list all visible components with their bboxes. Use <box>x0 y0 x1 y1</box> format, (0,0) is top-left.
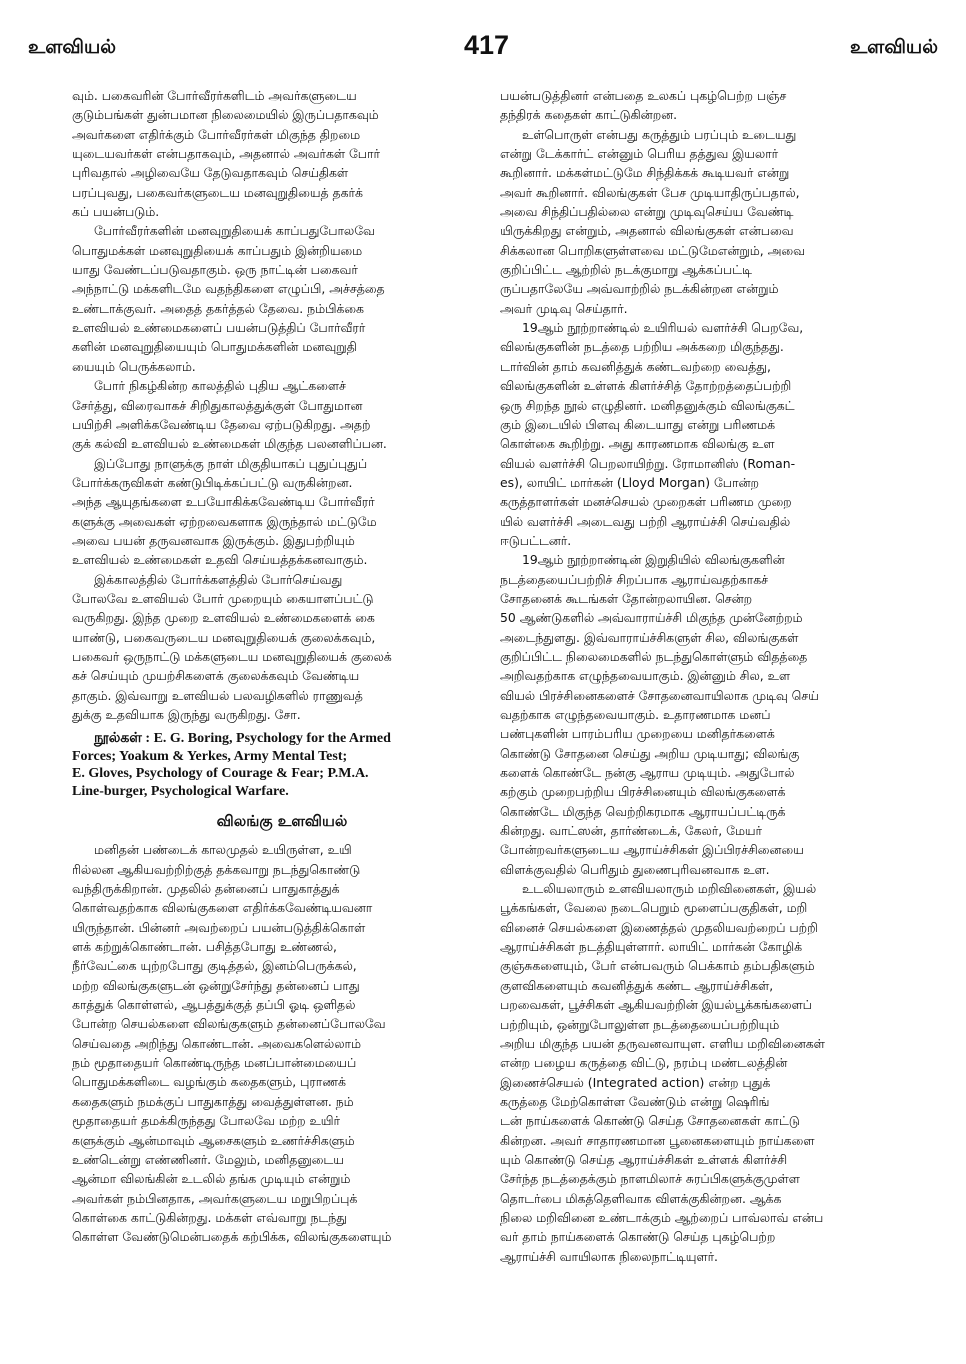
text-line: யையும் பெருக்கலாம். <box>72 358 196 374</box>
text-line: வதற்காக எழுந்தவையாகும். உதாரணமாக மனப் <box>500 707 771 722</box>
text-line: கின்றன. அவர் சாதாரணமான பூனைகளையும் நாய்களை <box>500 1132 815 1148</box>
text-line: சேர்த்து, விரைவாகச் சிறிதுகாலத்துக்குள் போதுமான <box>72 397 363 413</box>
text-line: கொண்டு சோதனை செய்து அறிய முடியாது; விலங்கு <box>500 745 800 761</box>
text-line: கும் இடையில் பிளவு கிடையாது என்று பரிணமக் <box>500 416 776 432</box>
text-line: யாண்டு, பகைவருடைய மனவுறுதியைக் குலைக்கவும், <box>72 629 376 645</box>
text-line: அவை பயன் தருவனவாக இருக்கும். இதுபற்றியும் <box>72 532 355 548</box>
text-line: யும் கொண்டு செய்த ஆராய்ச்சிகள் உள்ளக் கிளர்ச்சி <box>500 1151 788 1167</box>
text-line: 19ஆம் நூற்றாண்டில் உயிரியல் வளர்ச்சி பெறவே, <box>522 320 804 336</box>
text-line: கொண்டே மிகுந்த வெற்றிகரமாக ஆராயப்பட்டிருக் <box>500 803 786 819</box>
text-line: துக்கு உதவியாக இருந்து வருகிறது. சோ. <box>72 707 301 722</box>
text-line: மூதாதையர் தமக்கிருந்தது போலவே மற்ற உயிர் <box>72 1113 340 1129</box>
text-line: அறிவதற்காக எழுந்தவையாகும். இன்னும் சில, உள <box>500 668 791 684</box>
text-line: அவர் கூறினார். விலங்குகள் பேச முடியாதிருப்பதால், <box>500 184 800 200</box>
text-line: கூறினார். மக்கள்மட்டுமே சிந்திக்கக் கூடியவர் என்று <box>500 165 790 181</box>
text-line: உடலியலாரும் உளவியலாரும் மறிவினைகள், இயல் <box>522 881 817 897</box>
text-line: வருகிறது. இந்த முறை உளவியல் உண்மைகளைக் கை <box>72 610 375 626</box>
text-line: கருத்தை மேற்கொள்ள வேண்டும் என்று ஷெரிங் <box>500 1093 770 1109</box>
text-line: சேர்ந்த நடத்தைக்கும் நாளமிலாச் சுரப்பிகளுக்குமுள்ள <box>500 1171 800 1187</box>
text-line: யிருந்தான். பின்னர் அவற்றைப் பயன்படுத்திக்கொள் <box>72 919 366 935</box>
text-line: உண்டாக்குவர். அதைத் தகர்த்தல் தேவை. நம்பிக்கை <box>72 300 364 316</box>
text-line: வினைச் செயல்களை இணைத்தல் முதலியவற்றைப் பற்றி <box>500 919 818 935</box>
text-line: es), லாயிட் மார்கன் (Lloyd Morgan) போன்ற <box>500 474 759 490</box>
text-line: விலங்குகளின் நடத்தை பற்றிய அக்கறை மிகுந்தது. <box>500 339 784 355</box>
text-line: நிலை மறிவினை உண்டாக்கும் ஆற்றைப் பாவ்லாவ் என்ப <box>500 1209 824 1225</box>
text-line: இப்போது நாளுக்கு நாள் மிகுதியாகப் புதுப்புதுப் <box>94 455 368 471</box>
text-line: குஞ்சுகளையும், பேர் என்பவரும் பெக்காம் தம்பதிகளும் <box>500 958 815 974</box>
text-line: களைக் கொண்டே நன்கு ஆராய முடியும். அதுபோல் <box>500 765 795 781</box>
text-line: டார்வின் தாம் கவனித்துக் கண்டவற்றை வைத்து, <box>500 358 771 374</box>
text-line: வந்திருக்கிறான். முதலில் தன்னைப் பாதுகாத்துக் <box>72 881 340 897</box>
text-line: ஒரு சிறந்த நூல் எழுதினர். மனிதனுக்கும் விலங்குகட் <box>500 397 795 413</box>
text-line: யுடையவர்கள் என்பதாகவும், அதனால் அவர்கள் போர் <box>72 146 380 162</box>
text-line: விளக்குவதில் பெரிதும் துணைபுரிவனவாக உள. <box>500 861 770 877</box>
text-line: குளவிகளையும் கவனித்துக் கண்ட ஆராய்ச்சிகள், <box>500 977 774 993</box>
text-line: ஈடுபட்டனர். <box>500 532 572 548</box>
text-line: நீர்வேட்கை யுற்றபோது குடித்தல், இனம்பெருக்கல், <box>72 958 357 974</box>
running-head-right: உளவியல் <box>849 36 938 58</box>
text-line: 50 ஆண்டுகளில் அவ்வாராய்ச்சி மிகுந்த முன்னேற்றம் <box>500 610 803 626</box>
running-head-left: உளவியல் <box>28 36 117 58</box>
page-header <box>28 30 938 70</box>
text-line: பண்புகளின் பாரம்பரிய முறையை மனிதர்களைக் <box>500 726 775 742</box>
text-line: போர்வீரர்களின் மனவுறுதியைக் காப்பதுபோலவே <box>94 223 375 239</box>
text-line: உண்டென்று எண்ணினர். மேலும், மனிதனுடைய <box>72 1151 344 1167</box>
text-line: களின் மனவுறுதியையும் பொதுமக்களின் மனவுறுதி <box>72 339 357 355</box>
text-line: போர்க்கருவிகள் கண்டுபிடிக்கப்பட்டு வருகின்றன. <box>72 474 353 490</box>
text-line: வியல் வளர்ச்சி பெறலாயிற்று. ரோமானிஸ் (Roman- <box>500 455 796 471</box>
text-line: விலங்குகளின் உள்ளக் கிளர்ச்சித் தோற்றத்தைப்பற்றி <box>500 378 792 394</box>
section-title: விலங்கு உளவியல் <box>216 812 348 831</box>
text-line: சிக்கலான பொறிகளுள்ளவை மட்டுமேஎன்றும், அவை <box>500 242 805 258</box>
references <box>72 730 492 800</box>
text-line: கற்கும் முறைபற்றிய பிரச்சினையும் விலங்குகளைக் <box>500 784 786 800</box>
text-line: வியல் பிரச்சினைகளைச் சோதனைவாயிலாக முடிவு செய் <box>500 687 819 703</box>
text-line: உளவியல் உண்மைகளைப் பயன்படுத்திப் போர்வீரர் <box>72 320 366 336</box>
text-line: வர் தாம் நாய்களைக் கொண்டு செய்த புகழ்பெற்ற <box>500 1229 776 1245</box>
text-line: போன்றவர்களுடைய ஆராய்ச்சிகள் இப்பிரச்சினையை <box>500 842 804 858</box>
reference-line: நூல்கள் : E. G. Boring, Psychology for the Armed <box>94 731 391 747</box>
text-line: ரில்லன ஆகியவற்றிற்குத் தக்கவாறு நடந்துகொண்டு <box>72 861 361 877</box>
text-line: போர் நிகழ்கின்ற காலத்தில் புதிய ஆட்களைச் <box>94 378 346 394</box>
text-line: அந்த ஆயுதங்களை உபயோகிக்கவேண்டிய போர்வீரர் <box>72 494 375 510</box>
text-line: கச் செய்யும் முயற்சிகளைக் குலைக்கவும் வேண்டிய <box>72 668 360 684</box>
reference-line: Forces; Yoakum & Yerkes, Army Mental Test; <box>72 748 348 764</box>
text-line: பகைவர் ஒருநாட்டு மக்களுடைய மனவுறுதியைக் குலைக் <box>72 648 392 664</box>
text-line: ருப்பதாலேயே அவ்வாற்றில் நடக்கின்றன என்றும் <box>500 281 779 297</box>
text-line: ஆராய்ச்சி வாயிலாக நிலைநாட்டியுளர். <box>500 1248 718 1264</box>
right-column <box>500 86 933 1266</box>
text-line: குறிப்பிட்ட ஆற்றில் நடக்குமாறு ஆக்கப்பட்டி <box>500 262 752 278</box>
text-line: காத்துக் கொள்ளல், ஆபத்துக்குத் தப்பி ஓடி ஒளிதல் <box>72 997 356 1013</box>
text-line: வும். பகைவரின் போர்வீரர்களிடம் அவர்களுடைய <box>72 88 357 103</box>
text-line: யில் வளர்ச்சி அடைவது பற்றி ஆராய்ச்சி செய்வதில் <box>500 513 791 529</box>
text-line: பொதுமக்கள் மனவுறுதியைக் காப்பதும் இன்றியமை <box>72 242 363 258</box>
text-line: அவர் முடிவு செய்தார். <box>500 300 628 316</box>
text-line: இக்காலத்தில் போர்க்களத்தில் போர்செய்வது <box>94 571 343 587</box>
text-line: கொள்கை காட்டுகின்றது. மக்கள் எவ்வாறு நடந்து <box>72 1209 347 1225</box>
text-line: என்று டேக்கார்ட் என்னும் பெரிய தத்துவ இயலார் <box>500 146 779 162</box>
text-line: மற்ற விலங்குகளுடன் ஒன்றுசேர்ந்து தன்னைப் பாது <box>72 977 360 993</box>
text-line: போலவே உளவியல் போர் முறையும் கையாளப்பட்டு <box>72 590 374 606</box>
text-line: ஆன்மா விலங்கின் உடலில் தங்க முடியும் என்றும் <box>72 1171 351 1187</box>
text-line: கின்றது. வாட்ஸன், தார்ண்டைக், கேலர், மேயர் <box>500 823 763 839</box>
text-line: பூக்கங்கள், வேலை நடைபெறும் மூளைப்பகுதிகள், மறி <box>500 900 808 916</box>
text-line: நடத்தையைப்பற்றிச் சிறப்பாக ஆராய்வதற்காகச் <box>500 571 768 587</box>
reference-line: E. Gloves, Psychology of Courage & Fear; P.M.A. <box>72 766 369 782</box>
text-line: குறிப்பிட்ட நிலைமைகளில் நடந்துகொள்ளும் விதத்தை <box>500 648 808 664</box>
text-line: யாது வேண்டப்படுவதாகும். ஒரு நாட்டின் பகைவர் <box>72 262 358 278</box>
text-line: செய்வதை அறிந்து கொண்டான். அவைகளெல்லாம் <box>72 1035 361 1051</box>
text-line: பரப்புவது, பகைவர்களுடைய மனவுறுதியைத் தகர்க் <box>72 184 363 200</box>
text-line: என்ற பழைய கருத்தை விட்டு, நரம்பு மண்டலத்தின் <box>500 1055 788 1071</box>
right-column-body <box>500 86 933 1266</box>
text-line: ஆராய்ச்சிகள் நடத்தியுள்ளார். லாயிட் மார்கன் கோழிக் <box>500 939 803 955</box>
text-line: பொதுமக்களிடை வழங்கும் கதைகளும், புராணக் <box>72 1074 346 1090</box>
text-line: கருத்தாளர்கள் மனச்செயல் முறைகள் பரிணம முறை <box>500 494 792 510</box>
text-line: போன்ற செயல்களை விலங்குகளும் தன்னைப்போலவே <box>72 1016 386 1032</box>
section-body <box>72 840 492 1246</box>
reference-line: Line-burger, Psychological Warfare. <box>72 783 289 799</box>
text-line: தாகும். இவ்வாறு உளவியல் பலவழிகளில் ராணுவத் <box>72 687 363 703</box>
text-line: அந்நாட்டு மக்களிடமே வதந்திகளை எழுப்பி, அச்சத்தை <box>72 281 385 297</box>
text-line: புரிவதால் அழிவையே தேடுவதாகவும் செய்திகள் <box>72 165 349 181</box>
text-line: சோதனைக் கூடங்கள் தோன்றலாயின. சென்ற <box>500 590 753 606</box>
text-line: அறிய மிகுந்த பயன் தருவனவாயுள. எளிய மறிவினைகள் <box>500 1035 825 1051</box>
text-line: தொடர்பை மிகத்தெளிவாக விளக்குகின்றன. ஆக்க <box>500 1190 782 1206</box>
text-line: அவர்கள் நம்பினதாக, அவர்களுடைய மறுபிறப்புக் <box>72 1190 358 1206</box>
text-line: பயன்படுத்தினர் என்பதை உலகப் புகழ்பெற்ற பஞ்ச <box>500 88 787 103</box>
text-line: களுக்கும் ஆன்மாவும் ஆசைகளும் உணர்ச்சிகளும் <box>72 1132 355 1148</box>
text-line: உளவியல் உண்மைகள் உதவி செய்யத்தக்கனவாகும். <box>72 552 368 568</box>
text-line: நம் மூதாதையர் கொண்டிருந்த மனப்பான்மையைப் <box>72 1055 357 1071</box>
text-line: யிருக்கிறது என்றும், அதனால் விலங்குகள் என்பவை <box>500 223 794 239</box>
text-line: கதைகளும் நமக்குப் பாதுகாத்து வைத்துள்ளன. நம் <box>72 1093 354 1109</box>
text-line: அவை சிந்திப்பதில்லை என்று முடிவுசெய்ய வேண்டி <box>500 204 794 220</box>
text-line: குடும்பங்கள் துன்பமான நிலைமையில் இருப்பதாகவும் <box>72 107 379 123</box>
text-line: ளக் கற்றுக்கொண்டான். பசித்தபோது உண்ணல், <box>72 939 337 955</box>
text-line: டன் நாய்களைக் கொண்டு செய்த சோதனைகள் காட்டு <box>500 1113 800 1129</box>
text-line: மனிதன் பண்டைக் காலமுதல் உயிருள்ள, உயி <box>94 842 352 858</box>
text-line: கொள்கை கூறிற்று. அது காரணமாக விலங்கு உள <box>500 436 775 452</box>
text-line: தந்திரக் கதைகள் காட்டுகின்றன. <box>500 107 678 123</box>
text-line: அடைந்துளது. இவ்வாராய்ச்சிகளுள் சில, விலங்குகள் <box>500 629 799 645</box>
left-column <box>72 86 492 1247</box>
left-column-body <box>72 86 492 724</box>
text-line: உள்பொருள் என்பது கருத்தும் பரப்பும் உடையது <box>522 126 797 142</box>
text-line: கொள்வதற்காக விலங்குகளை எதிர்க்கவேண்டியவனா <box>72 900 373 916</box>
text-line: இணைச்செயல் (Integrated action) என்ற புதுக் <box>500 1074 771 1090</box>
page-number: 417 <box>464 30 510 60</box>
text-line: குக் கல்வி உளவியல் உண்மைகள் மிகுந்த பலனளிப்பன. <box>72 436 387 452</box>
text-line: களுக்கு அவைகள் ஏற்றவைகளாக இருந்தால் மட்டுமே <box>72 513 377 529</box>
text-line: அவர்களை எதிர்க்கும் போர்வீரர்கள் மிகுந்த திறமை <box>72 126 361 142</box>
text-line: பறவைகள், பூச்சிகள் ஆகியவற்றின் இயல்பூக்கங்களைப் <box>500 997 812 1013</box>
text-line: பயிற்சி அளிக்கவேண்டிய தேவை ஏற்படுகிறது. அதற் <box>72 416 371 432</box>
text-line: பற்றியும், ஒன்றுபோலுள்ள நடத்தையைப்பற்றியும் <box>500 1016 780 1032</box>
text-line: 19ஆம் நூற்றாண்டின் இறுதியில் விலங்குகளின் <box>522 552 785 568</box>
text-line: கொள்ள வேண்டுமென்பதைக் கற்பிக்க, விலங்குகளையும் <box>72 1229 392 1245</box>
text-line: கப் பயன்படும். <box>72 204 160 220</box>
